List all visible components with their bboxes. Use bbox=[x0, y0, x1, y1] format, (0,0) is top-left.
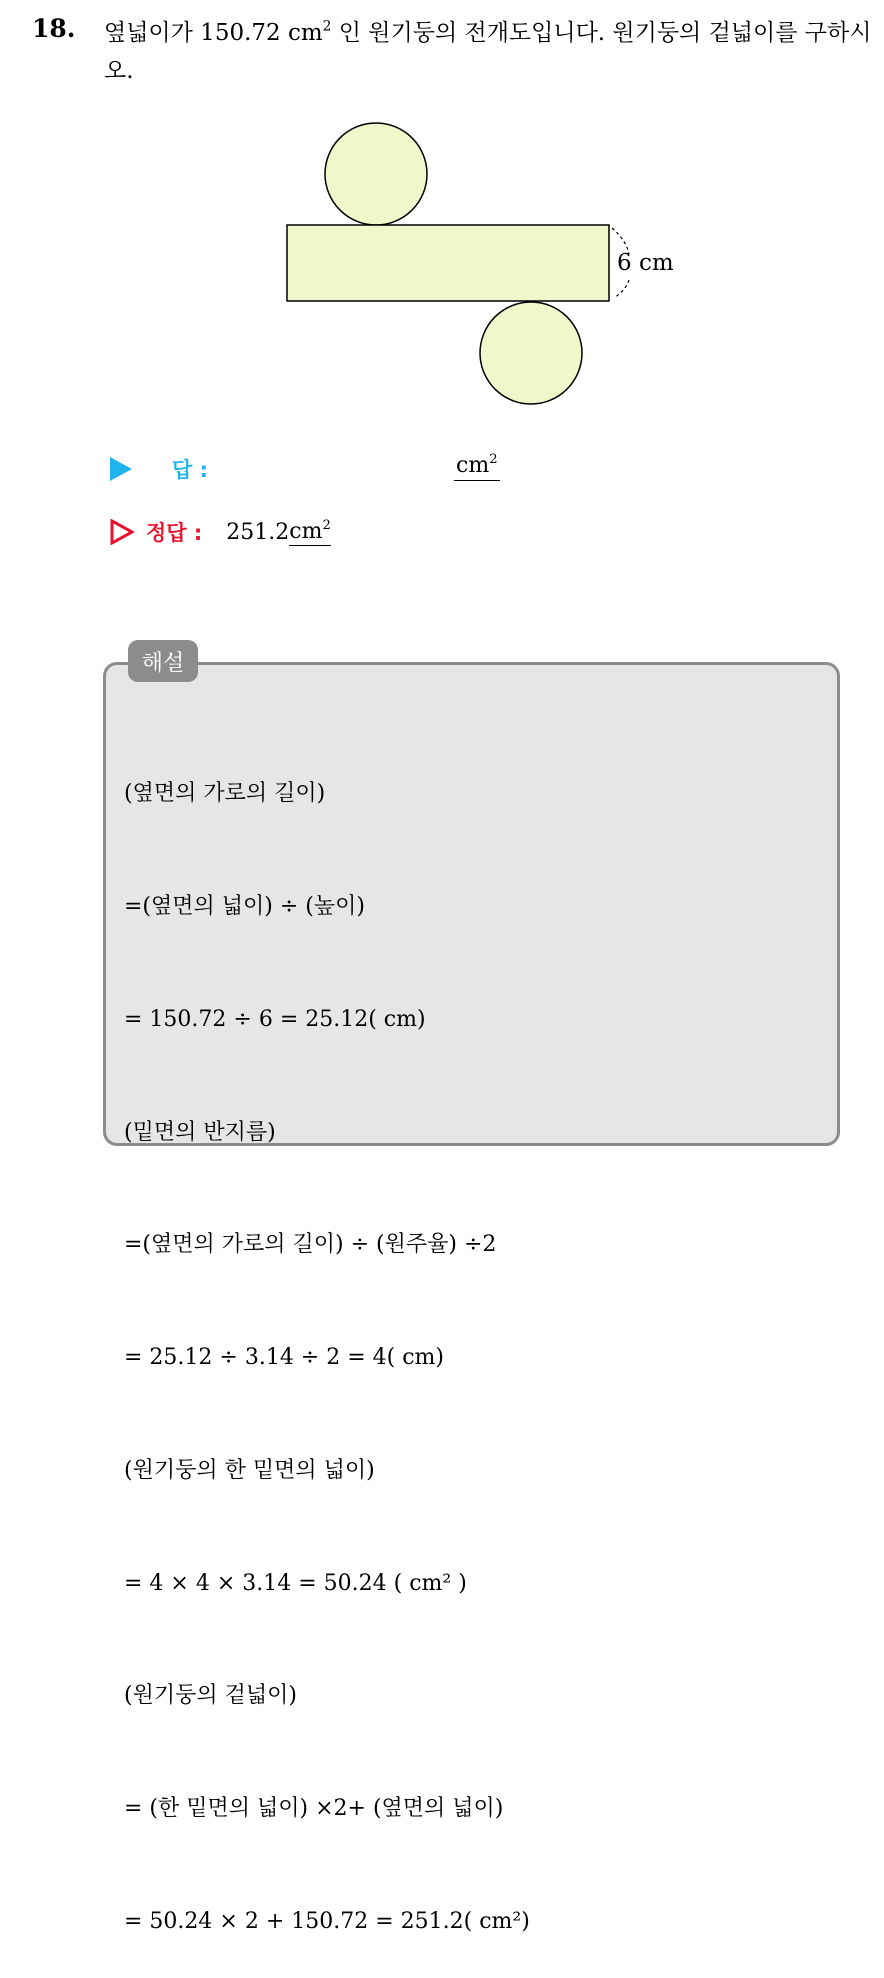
solution-line: (원기둥의 한 밑면의 넓이) bbox=[124, 1457, 375, 1483]
top-base-circle bbox=[325, 123, 427, 225]
answer-blank-unit[interactable] bbox=[454, 452, 500, 481]
answer-label: 답 : bbox=[172, 458, 208, 482]
cylinder-net-figure bbox=[0, 0, 884, 420]
solution-line: = 4 × 4 × 3.14 = 50.24 ( cm² ) bbox=[124, 1570, 467, 1596]
play-triangle-icon bbox=[110, 457, 132, 481]
solution-line: = 50.24 × 2 + 150.72 = 251.2( cm²) bbox=[124, 1909, 530, 1934]
answer-unit-sup: 2 bbox=[489, 451, 498, 467]
solution-line: = 150.72 ÷ 6 = 25.12( cm) bbox=[124, 1006, 426, 1032]
solution-line: =(옆면의 넓이) ÷ (높이) bbox=[124, 893, 365, 919]
solution-lines bbox=[124, 700, 530, 1978]
outline-triangle-icon bbox=[110, 519, 134, 545]
solution-line: (밑면의 반지름) bbox=[124, 1119, 276, 1145]
bottom-base-circle bbox=[480, 302, 582, 404]
correct-answer-unit bbox=[289, 519, 331, 546]
lateral-face-rect bbox=[287, 225, 609, 301]
answer-row bbox=[110, 452, 208, 486]
correct-answer-label: 정답 : bbox=[146, 521, 203, 545]
question-number: 18. bbox=[32, 14, 76, 43]
correct-answer-value: 251.2 bbox=[226, 519, 290, 545]
question-text-before: 옆넓이가 150.72 cm bbox=[104, 20, 323, 46]
solution-line: =(옆면의 가로의 길이) ÷ (원주율) ÷2 bbox=[124, 1232, 497, 1258]
answer-unit-text: cm bbox=[456, 453, 490, 478]
solution-tag: 해설 bbox=[128, 640, 198, 682]
solution-line: (원기둥의 겉넓이) bbox=[124, 1683, 297, 1709]
question-text-sup: 2 bbox=[322, 18, 332, 35]
question-text-after: 인 원기둥의 전개도입니다. 원기둥의 겉넓이를 구하시오. bbox=[104, 20, 872, 84]
correct-unit-text: cm bbox=[289, 518, 323, 544]
correct-answer-row bbox=[110, 514, 331, 550]
solution-line: = 25.12 ÷ 3.14 ÷ 2 = 4( cm) bbox=[124, 1345, 444, 1371]
height-label: 6 cm bbox=[617, 250, 674, 276]
solution-line: = (한 밑면의 넓이) ×2+ (옆면의 넓이) bbox=[124, 1796, 504, 1822]
solution-line: (옆면의 가로의 길이) bbox=[124, 781, 326, 807]
correct-unit-sup: 2 bbox=[322, 517, 331, 533]
